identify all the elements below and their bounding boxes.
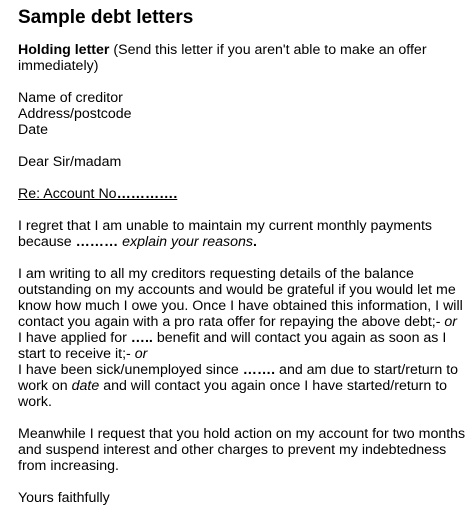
option-sick-c: and will contact you again once I have started/return to work.: [18, 378, 448, 410]
holding-letter-note: (Send this letter if you aren't able to make an offer immediately): [18, 42, 427, 74]
reasons-end: .: [253, 234, 257, 250]
holding-letter-label: Holding letter: [18, 42, 110, 58]
reference-label: Re: Account No………….: [18, 186, 178, 202]
option-applied-b: benefit and will contact you again as soon as I start to receive it;-: [18, 330, 447, 362]
paragraph-reasons: [18, 218, 470, 250]
address-line-date: Date: [18, 122, 48, 138]
paragraph-hold-action: Meanwhile I request that you hold action on my account for two months and suspend interest and other charges to prevent my indebtedness from increasing.: [18, 426, 466, 474]
option-sick-a: I have been sick/unemployed since: [18, 362, 243, 378]
document-title: Sample debt letters: [18, 7, 194, 28]
option-or-1: or: [444, 314, 458, 330]
option-applied-a: I have applied for: [18, 330, 131, 346]
option-request-details: I am writing to all my creditors requesting details of the balance outstanding on my accounts and would be grateful if you would let me know how much I owe you. Once I have obtained this information, I will contact you again with a pro rata offer for repaying the above debt;-: [18, 266, 463, 330]
letter-document: [18, 6, 470, 522]
reasons-explain: explain your reasons: [118, 234, 254, 250]
closing: Yours faithfully: [18, 490, 110, 506]
reference-line: [18, 186, 470, 202]
reasons-text: I regret that I am unable to maintain my current monthly payments because: [18, 218, 432, 250]
option-applied-dots: …..: [130, 330, 153, 346]
option-sick-b: and am due to start/return to work on: [18, 362, 459, 394]
option-sick-dots: …….: [242, 362, 276, 378]
paragraph-options: [18, 266, 470, 410]
holding-letter-intro: [18, 42, 470, 74]
option-sick-date: date: [71, 378, 100, 394]
creditor-address-block: [18, 90, 470, 138]
reference-dots: ………….: [116, 186, 178, 202]
address-line-creditor: Name of creditor: [18, 90, 123, 106]
salutation: Dear Sir/madam: [18, 154, 122, 170]
option-or-2: or: [134, 346, 148, 362]
reasons-dots: ………: [75, 234, 119, 250]
address-line-postcode: Address/postcode: [18, 106, 132, 122]
